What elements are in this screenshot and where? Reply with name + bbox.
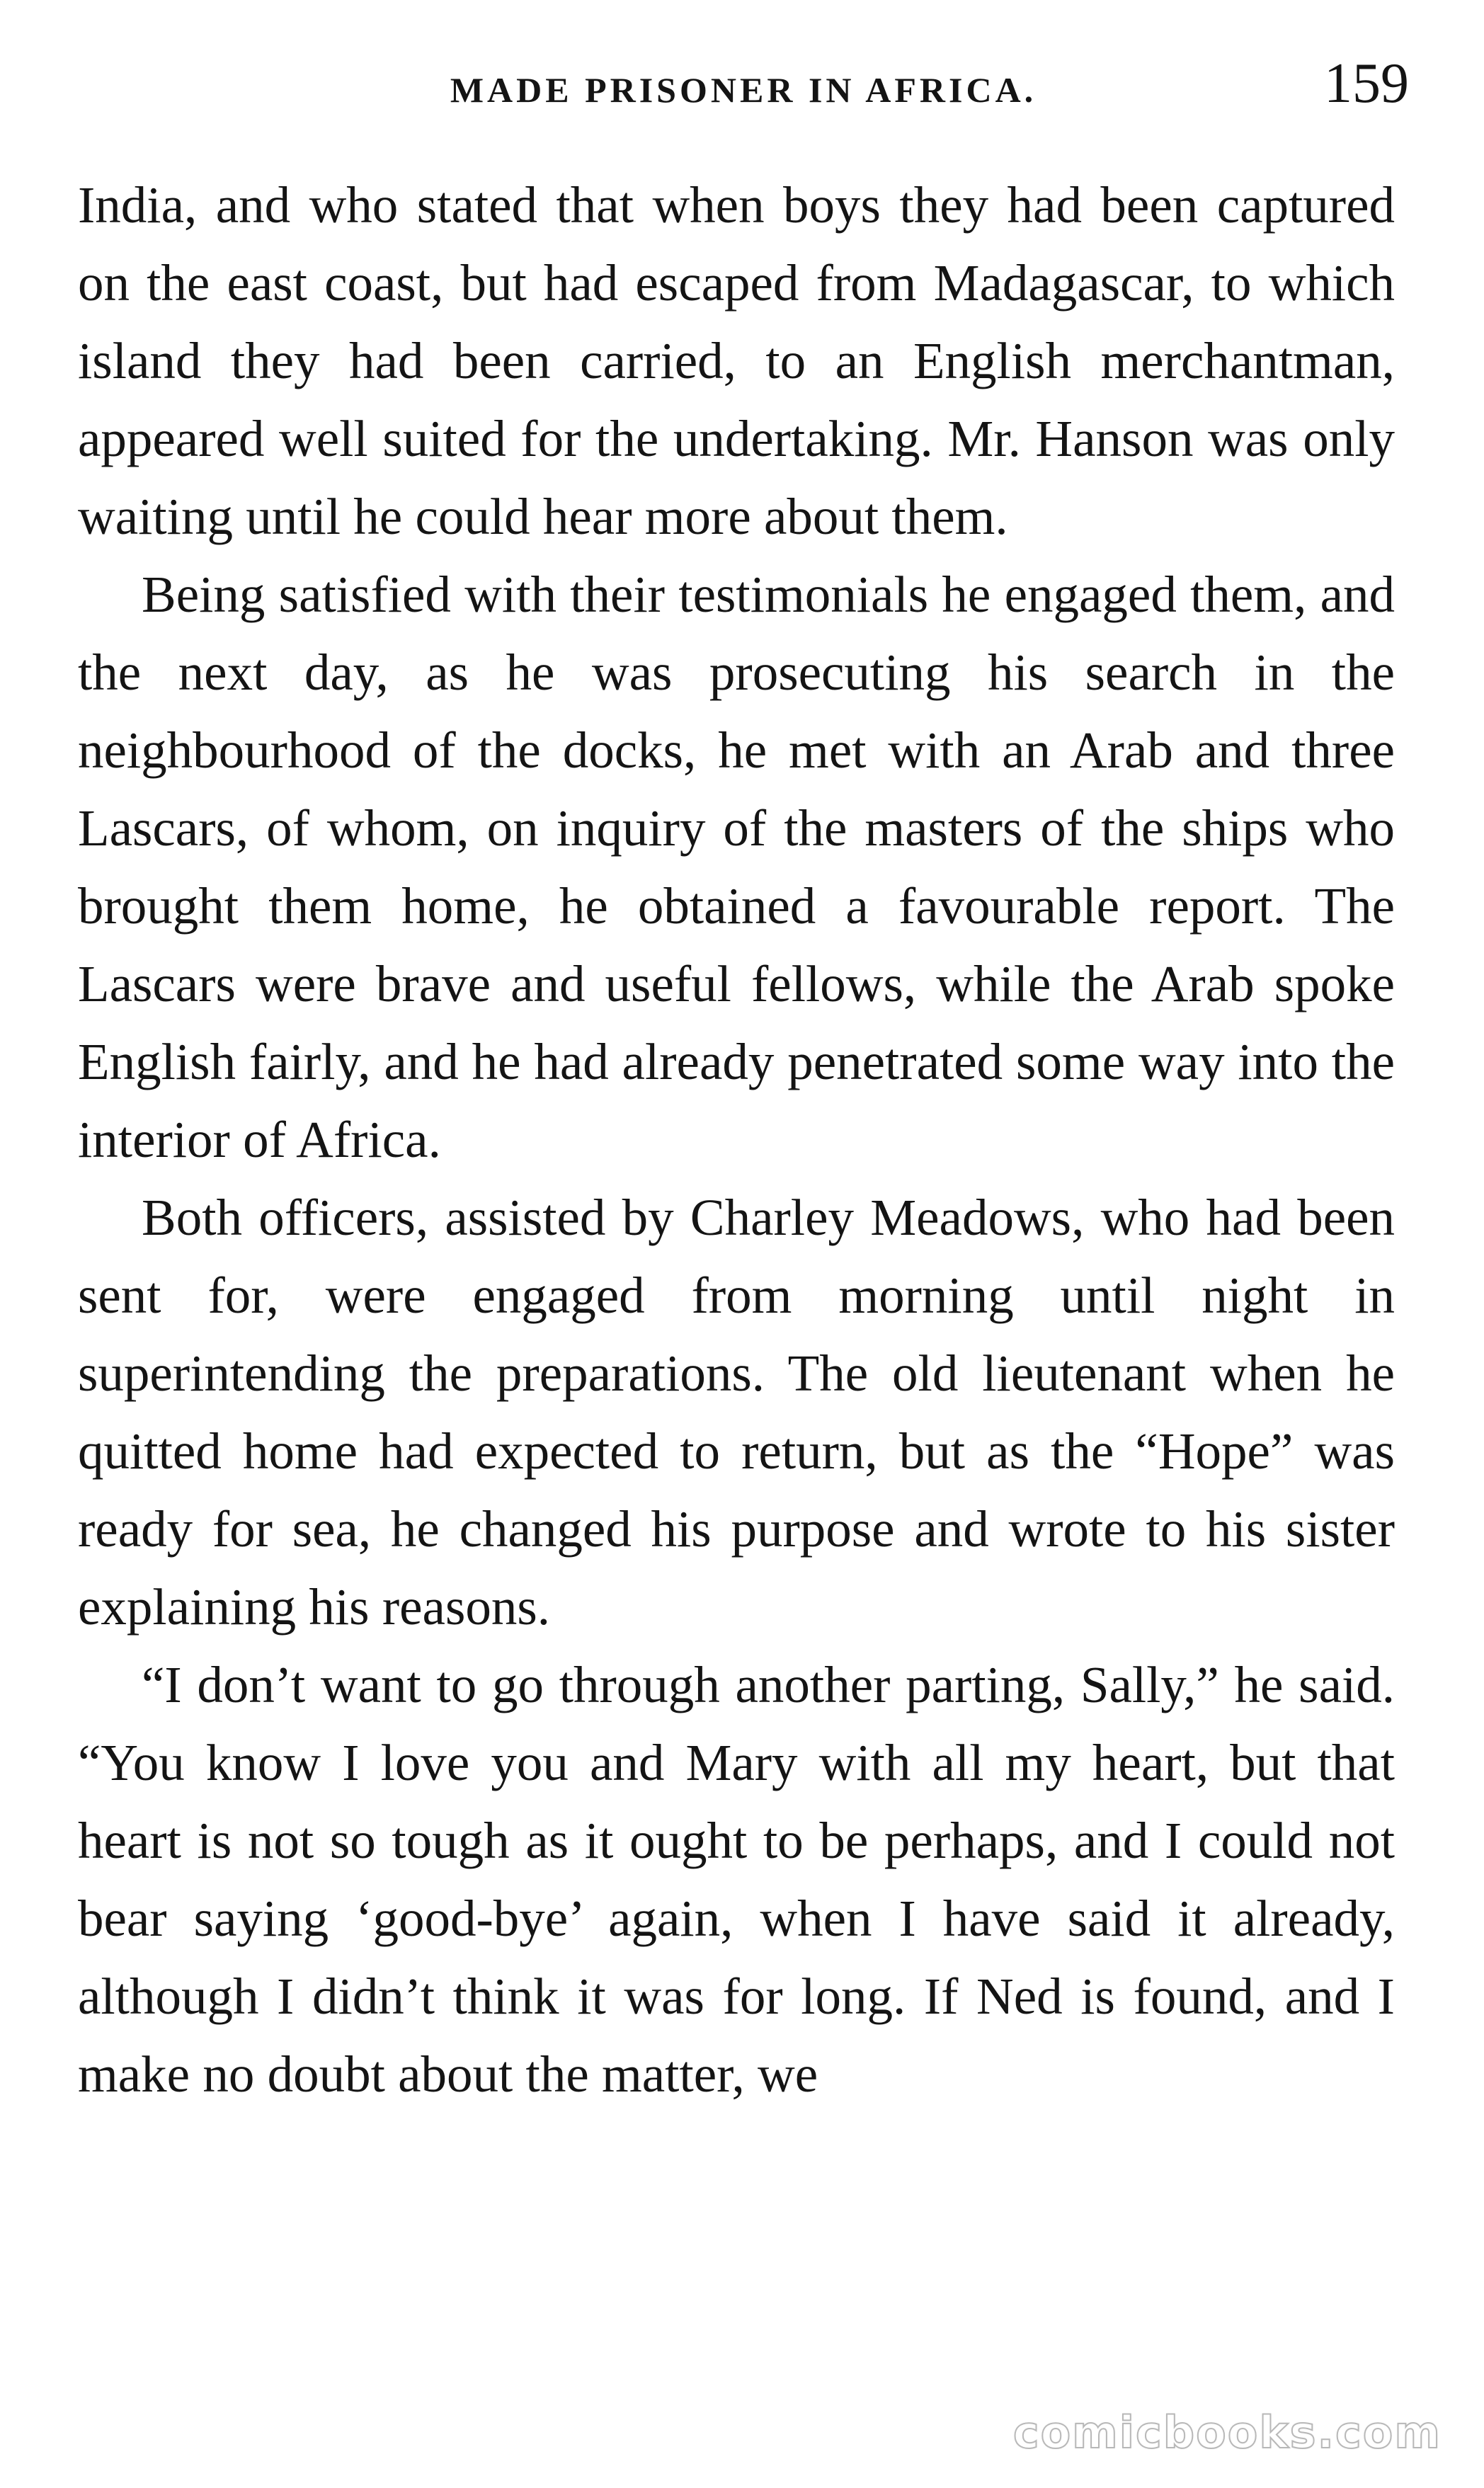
- body-text: [78, 166, 1395, 2113]
- watermark: comicbooks.com: [1012, 2407, 1442, 2458]
- paragraph-1: India, and who stated that when boys they had been captured on the east coast, but had escaped from Madagascar, to which island they had been carried, to an English merchantman, appeared well suited for the undertaking. Mr. Hanson was only waiting until he could hear more about them.: [78, 176, 1395, 545]
- paragraph-2: Being satisfied with their testimonials he engaged them, and the next day, as he was prosecuting his search in the neighbourhood of the docks, he met with an Arab and three Lascars, of whom, on inquiry of the masters of the ships who brought them home, he obtained a favourable report. The Lascars were brave and useful fellows, while the Arab spoke English fairly, and he had already penetrated some way into the interior of Africa.: [78, 566, 1395, 1168]
- page-number: 159: [1324, 52, 1409, 115]
- running-head: [78, 50, 1409, 127]
- paragraph-3: Both officers, assisted by Charley Meadows, who had been sent for, were engaged from morning until night in superintending the preparations. The old lieutenant when he quitted home had expected to return, but as the “Hope” was ready for sea, he changed his purpose and wrote to his sister explaining his reasons.: [78, 1189, 1395, 1636]
- paragraph-4: “I don’t want to go through another parting, Sally,” he said. “You know I love you and Mary with all my heart, but that heart is not so tough as it ought to be perhaps, and I could not bear saying ‘good-bye’ again, when I have said it already, although I didn’t think it was for long. If Ned is found, and I make no doubt about the matter, we: [78, 1656, 1395, 2103]
- running-title: MADE PRISONER IN AFRICA.: [450, 70, 1037, 110]
